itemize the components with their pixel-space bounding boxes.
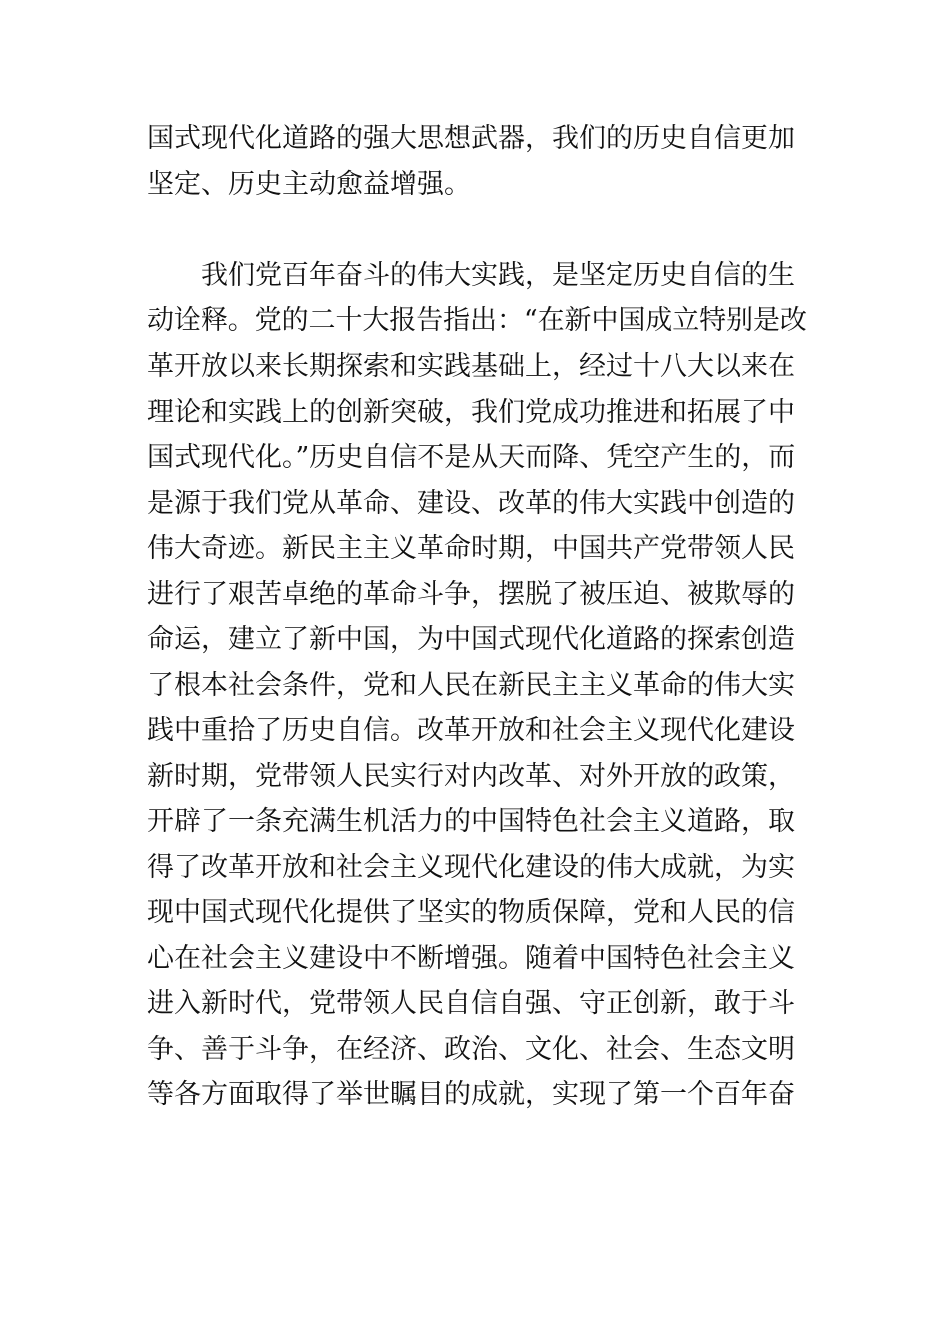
text-line: 争、善于斗争，在经济、政治、文化、社会、生态文明: [147, 1034, 795, 1065]
text-line: 动诠释。党的二十大报告指出：“在新中国成立特别是改: [147, 305, 807, 336]
text-line: 伟大奇迹。新民主主义革命时期，中国共产党带领人民: [147, 533, 795, 564]
text-line: 心在社会主义建设中不断增强。随着中国特色社会主义: [147, 943, 795, 974]
text-line: 等各方面取得了举世瞩目的成就，实现了第一个百年奋: [147, 1079, 795, 1110]
text-line: 国式现代化。”历史自信不是从天而降、凭空产生的，而: [147, 442, 796, 473]
text-line: 践中重拾了历史自信。改革开放和社会主义现代化建设: [147, 715, 795, 746]
text-line: 命运，建立了新中国，为中国式现代化道路的探索创造: [147, 624, 795, 655]
text-line: 革开放以来长期探索和实践基础上，经过十八大以来在: [147, 351, 795, 382]
text-line: 我们党百年奋斗的伟大实践，是坚定历史自信的生: [201, 260, 795, 291]
text-line: 是源于我们党从革命、建设、改革的伟大实践中创造的: [147, 488, 795, 519]
text-line: 进入新时代，党带领人民自信自强、守正创新，敢于斗: [147, 988, 795, 1019]
text-line: 得了改革开放和社会主义现代化建设的伟大成就，为实: [147, 852, 795, 883]
text-line: 国式现代化道路的强大思想武器，我们的历史自信更加: [147, 123, 795, 154]
text-line: 开辟了一条充满生机活力的中国特色社会主义道路，取: [147, 806, 795, 837]
text-line: 理论和实践上的创新突破，我们党成功推进和拓展了中: [147, 397, 795, 428]
text-line: 现中国式现代化提供了坚实的物质保障，党和人民的信: [147, 897, 795, 928]
text-line: 了根本社会条件，党和人民在新民主主义革命的伟大实: [147, 670, 795, 701]
text-line: 新时期，党带领人民实行对内改革、对外开放的政策，: [147, 761, 795, 792]
text-line: 坚定、历史主动愈益增强。: [147, 169, 471, 200]
text-line: 进行了艰苦卓绝的革命斗争，摆脱了被压迫、被欺辱的: [147, 579, 795, 610]
